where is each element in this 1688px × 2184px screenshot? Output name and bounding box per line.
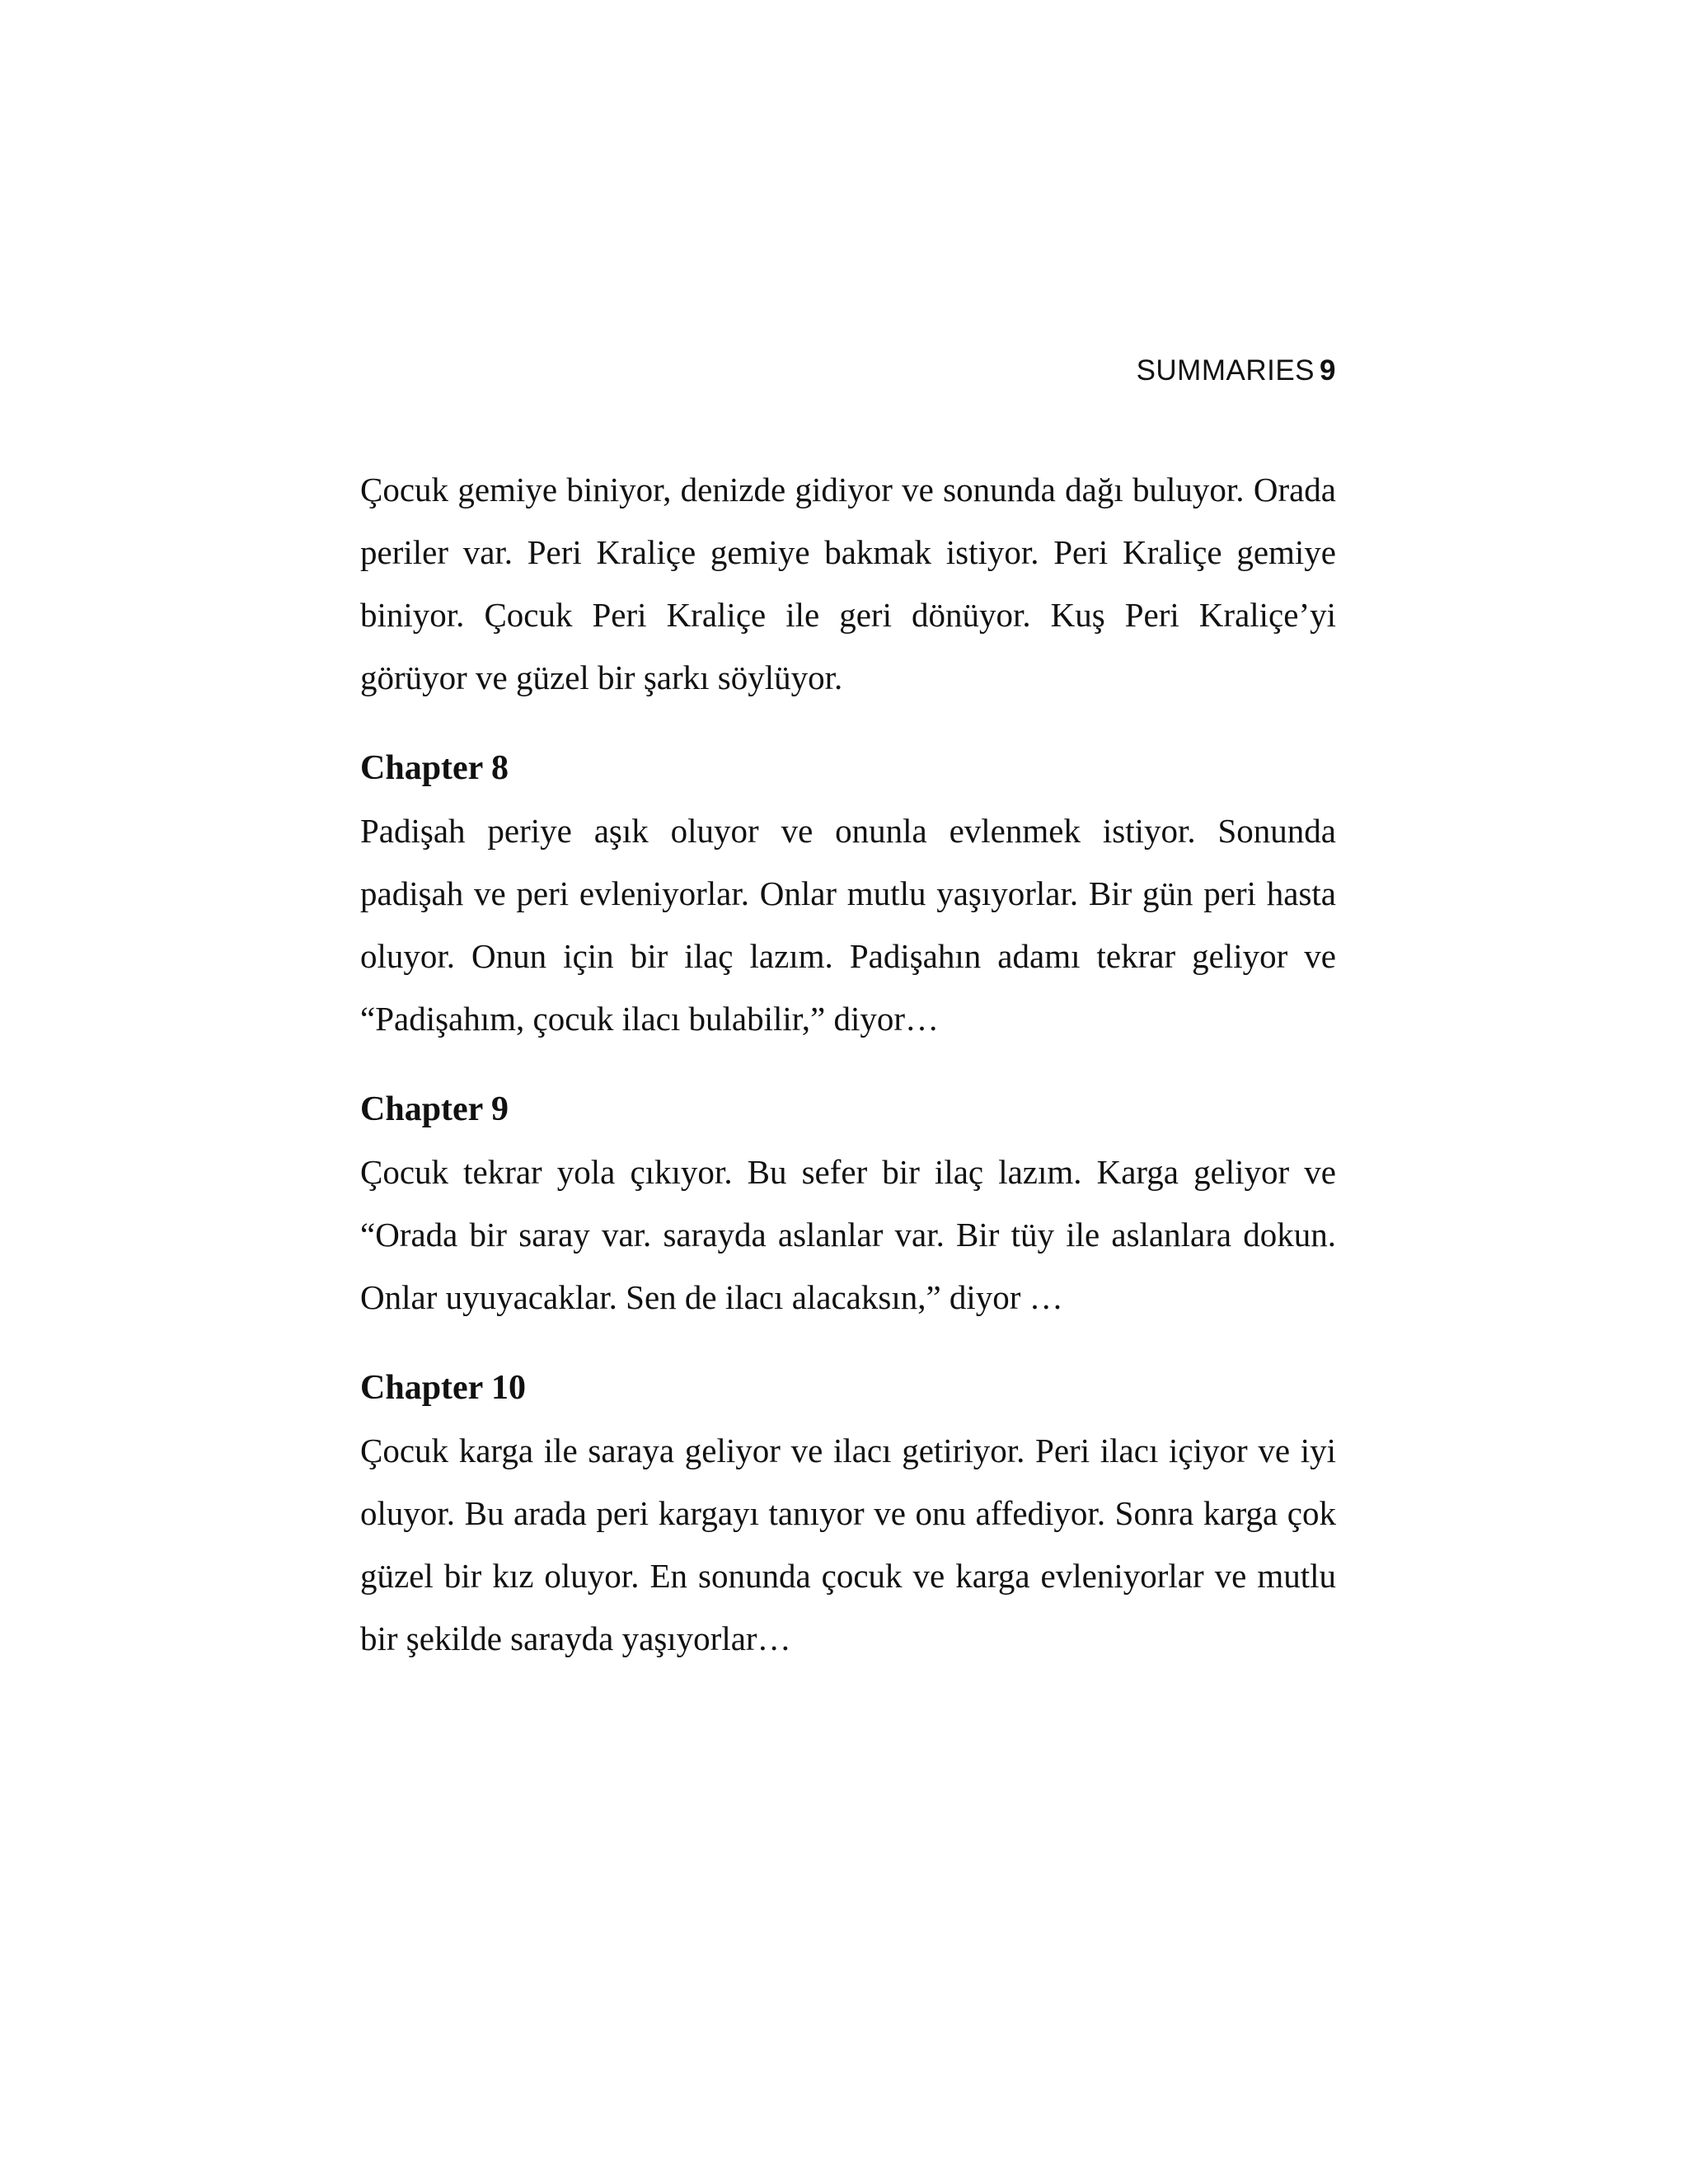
chapter-9-section [360,1078,1336,1329]
page-number: 9 [1320,354,1336,387]
chapter-8-section [360,737,1336,1050]
chapter-heading: Chapter 9 [360,1090,509,1128]
chapter-heading: Chapter 8 [360,749,509,787]
intro-paragraph: Çocuk gemiye biniyor, denizde gidiyor ve sonunda dağı buluyor. Orada periler var. Peri Kraliçe gemiye bakmak istiyor. Peri Kraliçe gemiye biniyor. Çocuk Peri Kraliçe ile geri dönüyor. Kuş Peri Kraliçe’yi görüyor ve güzel bir şarkı söylüyor. [360,471,1336,696]
chapter-paragraph: Çocuk karga ile saraya geliyor ve ilacı getiriyor. Peri ilacı içiyor ve iyi oluyor. Bu arada peri kargayı tanıyor ve onu affediyor. Sonra karga çok güzel bir kız oluyor. En sonunda çocuk ve karga evleniyorlar ve mutlu bir şekilde sarayda yaşıyorlar… [360,1432,1336,1657]
chapter-paragraph: Padişah periye aşık oluyor ve onunla evlenmek istiyor. Sonunda padişah ve peri evleniyorlar. Onlar mutlu yaşıyorlar. Bir gün peri hasta oluyor. Onun için bir ilaç lazım. Padişahın adamı tekrar geliyor ve “Padişahım, çocuk ilacı bulabilir,” diyor… [360,812,1336,1038]
chapter-heading: Chapter 10 [360,1369,527,1407]
running-header [1137,354,1336,387]
section-title: SUMMARIES [1136,354,1315,387]
page-body [360,458,1336,1670]
chapter-10-section [360,1357,1336,1670]
chapter-paragraph: Çocuk tekrar yola çıkıyor. Bu sefer bir ilaç lazım. Karga geliyor ve “Orada bir saray var. sarayda aslanlar var. Bir tüy ile aslanlara dokun. Onlar uyuyacaklar. Sen de ilacı alacaksın,” diyor … [360,1153,1336,1316]
